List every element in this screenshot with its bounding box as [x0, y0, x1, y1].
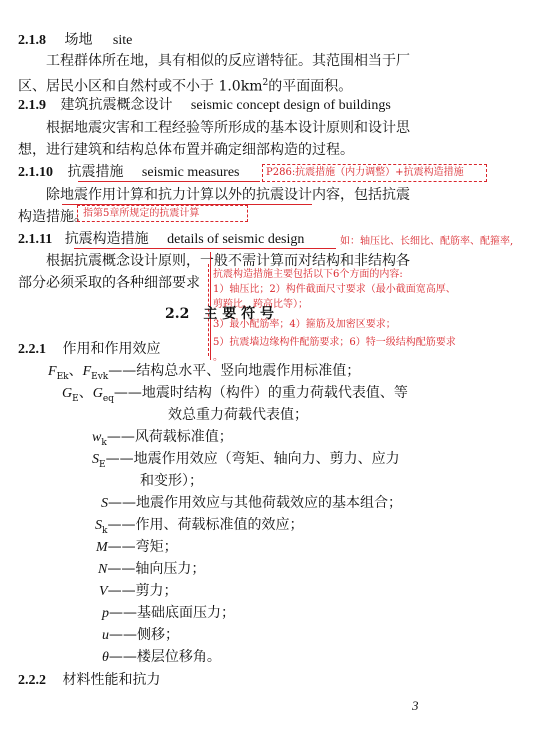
annotation-underline	[78, 181, 260, 182]
annotation-note-line: 抗震构造措施主要包括以下6个方面的内容:	[213, 269, 403, 280]
symbol-row	[92, 449, 400, 475]
clause-2-1-11-heading	[18, 229, 304, 250]
symbol-description: ——轴向压力；	[107, 561, 206, 577]
page-number: 3	[412, 698, 419, 713]
clause-number: 2.2.1	[18, 342, 46, 357]
clause-english: seismic concept design of buildings	[190, 98, 391, 113]
symbol-description: ——侧移；	[109, 627, 179, 643]
symbol: θ	[102, 650, 109, 665]
symbol: G	[62, 386, 73, 401]
text-run: 区、居民小区和自然村或不小于 1.0km	[18, 78, 263, 95]
annotation-note-line: 5）抗震墙边缘构件配筋要求；6）特一级结构配筋要求	[213, 337, 456, 348]
section-heading: 2.2 主 要 符 号	[165, 306, 274, 322]
clause-number: 2.2.2	[18, 673, 46, 688]
clause-title: 建筑抗震概念设计	[60, 97, 173, 113]
symbol-description-cont: 效总重力荷载代表值；	[168, 407, 308, 423]
symbol-description-cont: 和变形）；	[140, 473, 203, 489]
symbol: S	[92, 452, 99, 467]
symbol-row	[99, 581, 178, 602]
clause-title: 抗震措施	[67, 164, 124, 180]
subscript: k	[102, 525, 108, 536]
symbol: S	[95, 518, 102, 533]
symbol: V	[99, 584, 108, 599]
annotation-note-line: 剪跨比、跨高比等）；	[213, 299, 308, 310]
symbol-row	[102, 625, 179, 646]
symbol: p	[102, 606, 109, 621]
symbol-description: ——楼层位移角。	[108, 649, 221, 665]
clause-title: 场地	[64, 32, 93, 48]
clause-english: details of seismic design	[167, 232, 305, 247]
symbol: M	[96, 540, 108, 555]
subscript: Ek	[56, 371, 69, 382]
symbol-row	[101, 493, 402, 514]
subscript: E	[72, 393, 79, 404]
symbol-description: ——弯矩；	[107, 539, 178, 555]
symbol: S	[101, 496, 108, 511]
clause-number: 2.1.11	[18, 232, 53, 247]
symbol-row	[102, 603, 235, 624]
symbol-row: $G_E$、$G_{eq}——$地震时结构（构件）的重力荷载代表值、等	[62, 385, 408, 404]
paragraph-line: 根据抗震概念设计原则，一般不需计算而对结构和非结构各	[46, 253, 410, 269]
annotation-underline	[74, 248, 336, 249]
annotation-note-line: 3）最小配筋率；4）箍筋及加密区要求；	[213, 319, 396, 330]
paragraph-line	[18, 73, 352, 97]
symbol-description: ——地震作用效应（弯矩、轴向力、剪力、应力	[105, 451, 400, 467]
symbol-row: $F_{Ek}$、$F_{Evk}——$结构总水平、竖向地震作用标准值；	[48, 363, 361, 382]
symbol-description: ——风荷载标准值；	[106, 429, 233, 445]
clause-2-1-8-heading	[18, 30, 132, 51]
subscript: k	[101, 437, 107, 448]
annotation-note-line: 。	[213, 352, 223, 363]
paragraph-line: 部分必须采取的各种细部要求	[18, 275, 200, 291]
annotation-note: 如：轴压比、长细比、配筋率、配箍率,	[340, 236, 514, 247]
clause-title: 材料性能和抗力	[62, 672, 161, 688]
subscript: E	[99, 459, 106, 470]
text-run: 的平面面积。	[268, 78, 353, 95]
subscript: eq	[102, 393, 114, 404]
paragraph-line: 工程群体所在地，具有相似的反应谱特征。其范围相当于厂	[46, 53, 410, 69]
symbol: F	[82, 364, 92, 379]
clause-2-1-10-heading	[18, 162, 240, 183]
clause-2-2-1-heading	[18, 339, 160, 360]
symbol-description: ——基础底面压力；	[109, 605, 235, 621]
symbol-description: ——作用、荷载标准值的效应；	[107, 517, 304, 533]
annotation-note-box: 指第5章所规定的抗震计算	[77, 205, 248, 222]
annotation-note-box: P286:抗震措施（内力调整）+抗震构造措施	[262, 164, 487, 182]
symbol-description: ——结构总水平、竖向地震作用标准值；	[108, 363, 361, 379]
symbol: F	[48, 364, 57, 379]
subscript: Evk	[91, 371, 109, 382]
symbol-row	[96, 537, 178, 558]
clause-title: 作用和作用效应	[62, 341, 161, 357]
symbol: u	[102, 628, 109, 643]
symbol-description: ——地震时结构（构件）的重力荷载代表值、等	[113, 385, 408, 401]
symbol-row	[98, 559, 205, 580]
clause-number: 2.1.8	[18, 33, 46, 48]
symbol: w	[92, 430, 102, 445]
paragraph-line: 根据地震灾害和工程经验等所形成的基本设计原则和设计思	[46, 120, 410, 136]
annotation-note-line: 1）轴压比；2）构件截面尺寸要求（最小截面宽高厚、	[213, 284, 456, 295]
clause-title: 抗震构造措施	[64, 231, 149, 247]
paragraph-line: 构造措施。	[18, 209, 88, 225]
clause-number: 2.1.10	[18, 165, 53, 180]
clause-number: 2.1.9	[18, 98, 46, 113]
symbol: N	[98, 562, 108, 577]
clause-2-1-9-heading	[18, 95, 391, 116]
symbol-description: ——剪力；	[107, 583, 178, 599]
paragraph-line: 想，进行建筑和结构总体布置并确定细部构造的过程。	[18, 142, 354, 158]
symbol-description: ——地震作用效应与其他荷载效应的基本组合；	[108, 495, 402, 511]
symbol: G	[92, 386, 103, 401]
clause-2-2-2-heading	[18, 670, 160, 691]
clause-english: seismic measures	[141, 165, 240, 180]
paragraph-line: 除地震作用计算和抗力计算以外的抗震设计内容，包括抗震	[46, 187, 410, 203]
clause-english: site	[112, 33, 133, 48]
superscript: 2	[262, 78, 269, 88]
symbol-row	[102, 647, 221, 668]
